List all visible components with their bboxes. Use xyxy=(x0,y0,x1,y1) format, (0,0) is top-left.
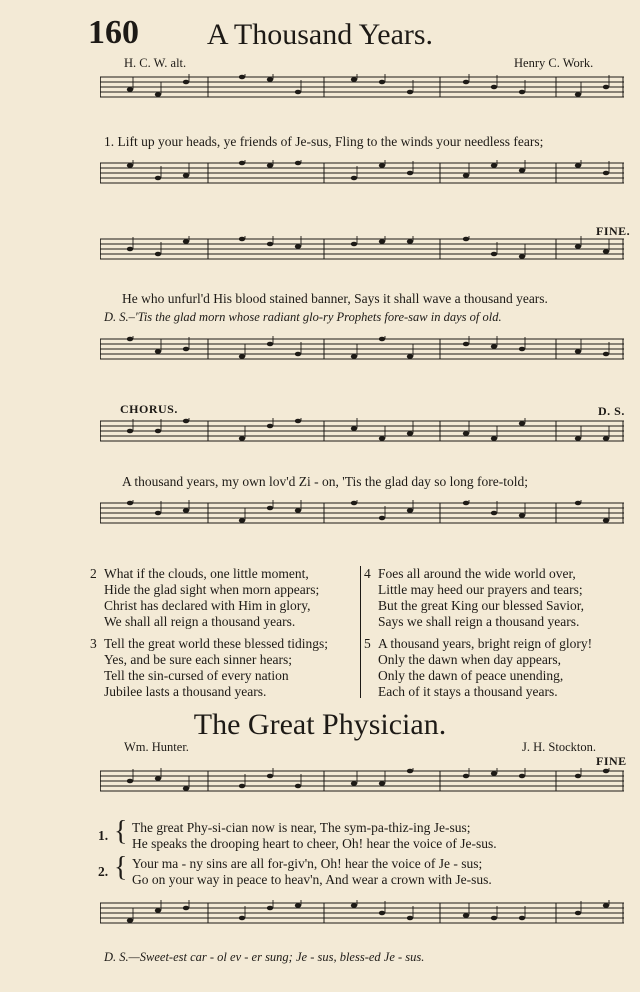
hymn1-chorus-line: A thousand years, my own lov'd Zi - on, 'Tis the glad day so long fore-told; xyxy=(122,474,528,489)
hymn2-verse2-number: 2. xyxy=(98,864,109,879)
stanza-line: Says we shall reign a thousand years. xyxy=(378,614,580,629)
hymn2-verse2-line-a: Your ma - ny sins are all for-giv'n, Oh! hear the voice of Je - sus; xyxy=(132,856,483,871)
music-staff xyxy=(100,418,624,444)
stanza-number: 5 xyxy=(364,636,371,651)
stanza-line: Only the dawn when day appears, xyxy=(378,652,561,667)
stanza-number: 2 xyxy=(90,566,97,581)
hymn2-title: The Great Physician. xyxy=(193,708,447,741)
stanza-line: Tell the great world these blessed tidings; xyxy=(104,636,329,651)
music-staff xyxy=(100,336,624,362)
stanza-line: A thousand years, bright reign of glory! xyxy=(378,636,593,651)
stanza-block xyxy=(90,566,319,630)
hymn2-lyricist: Wm. Hunter. xyxy=(124,740,189,754)
music-staff xyxy=(100,768,624,794)
stanza-block xyxy=(90,636,328,700)
hymn2-ds-line: D. S.—Sweet-est car - ol ev - er sung; Je - sus, bless-ed Je - sus. xyxy=(104,950,425,964)
hymn2-verse2-line-b: Go on your way in peace to heav'n, And wear a crown with Je-sus. xyxy=(132,872,492,887)
hymn2-composer: J. H. Stockton. xyxy=(522,740,596,754)
stanza-line: Each of it stays a thousand years. xyxy=(378,684,558,699)
stanza-line: Little may heed our prayers and tears; xyxy=(378,582,583,597)
stanza-number: 3 xyxy=(90,636,97,651)
stanza-line: Yes, and be sure each sinner hears; xyxy=(104,652,292,667)
verse-brace: { xyxy=(114,852,128,883)
hymn2-verse1-line-a: The great Phy-si-cian now is near, The sym-pa-thiz-ing Je-sus; xyxy=(132,820,471,835)
stanza-block xyxy=(364,566,584,630)
music-staff xyxy=(100,74,624,100)
stanza-line: We shall all reign a thousand years. xyxy=(104,614,296,629)
stanza-line: Foes all around the wide world over, xyxy=(378,566,576,581)
music-staff xyxy=(100,160,624,186)
stanza-line: Jubilee lasts a thousand years. xyxy=(104,684,267,699)
verse-brace: { xyxy=(114,816,128,847)
hymn2-verse1-number: 1. xyxy=(98,828,109,843)
stanza-line: But the great King our blessed Savior, xyxy=(378,598,585,613)
stanza-line: What if the clouds, one little moment, xyxy=(104,566,309,581)
page-number: 160 xyxy=(88,14,139,51)
hymn1-chorus-label: CHORUS. xyxy=(120,402,178,416)
stanza-line: Only the dawn of peace unending, xyxy=(378,668,564,683)
stanza-line: Christ has declared with Him in glory, xyxy=(104,598,311,613)
hymn1-lyric-line1: 1. Lift up your heads, ye friends of Je-sus, Fling to the winds your needless fears; xyxy=(104,134,544,149)
stanza-block xyxy=(364,636,592,700)
music-staff xyxy=(100,236,624,262)
stanza-line: Tell the sin-cursed of every nation xyxy=(104,668,289,683)
hymn1-composer: Henry C. Work. xyxy=(514,56,594,70)
stanza-line: Hide the glad sight when morn appears; xyxy=(104,582,320,597)
hymn1-lyricist: H. C. W. alt. xyxy=(124,56,187,70)
hymn1-ds-line: D. S.–'Tis the glad morn whose radiant glo-ry Prophets fore-saw in days of old. xyxy=(104,310,502,324)
hymn1-lyric-line2: He who unfurl'd His blood stained banner, Says it shall wave a thousand years. xyxy=(122,291,548,306)
hymn1-fine-mark: FINE. xyxy=(596,224,631,238)
hymn1-ds-mark: D. S. xyxy=(598,404,625,418)
music-staff xyxy=(100,500,624,526)
stanza-number: 4 xyxy=(364,566,371,581)
hymn1-title: A Thousand Years. xyxy=(206,18,434,51)
music-staff xyxy=(100,900,624,926)
stanza-divider xyxy=(360,566,361,698)
hymn2-verse1-line-b: He speaks the drooping heart to cheer, Oh! hear the voice of Je-sus. xyxy=(132,836,497,851)
hymn2-fine-mark: FINE xyxy=(596,754,627,768)
